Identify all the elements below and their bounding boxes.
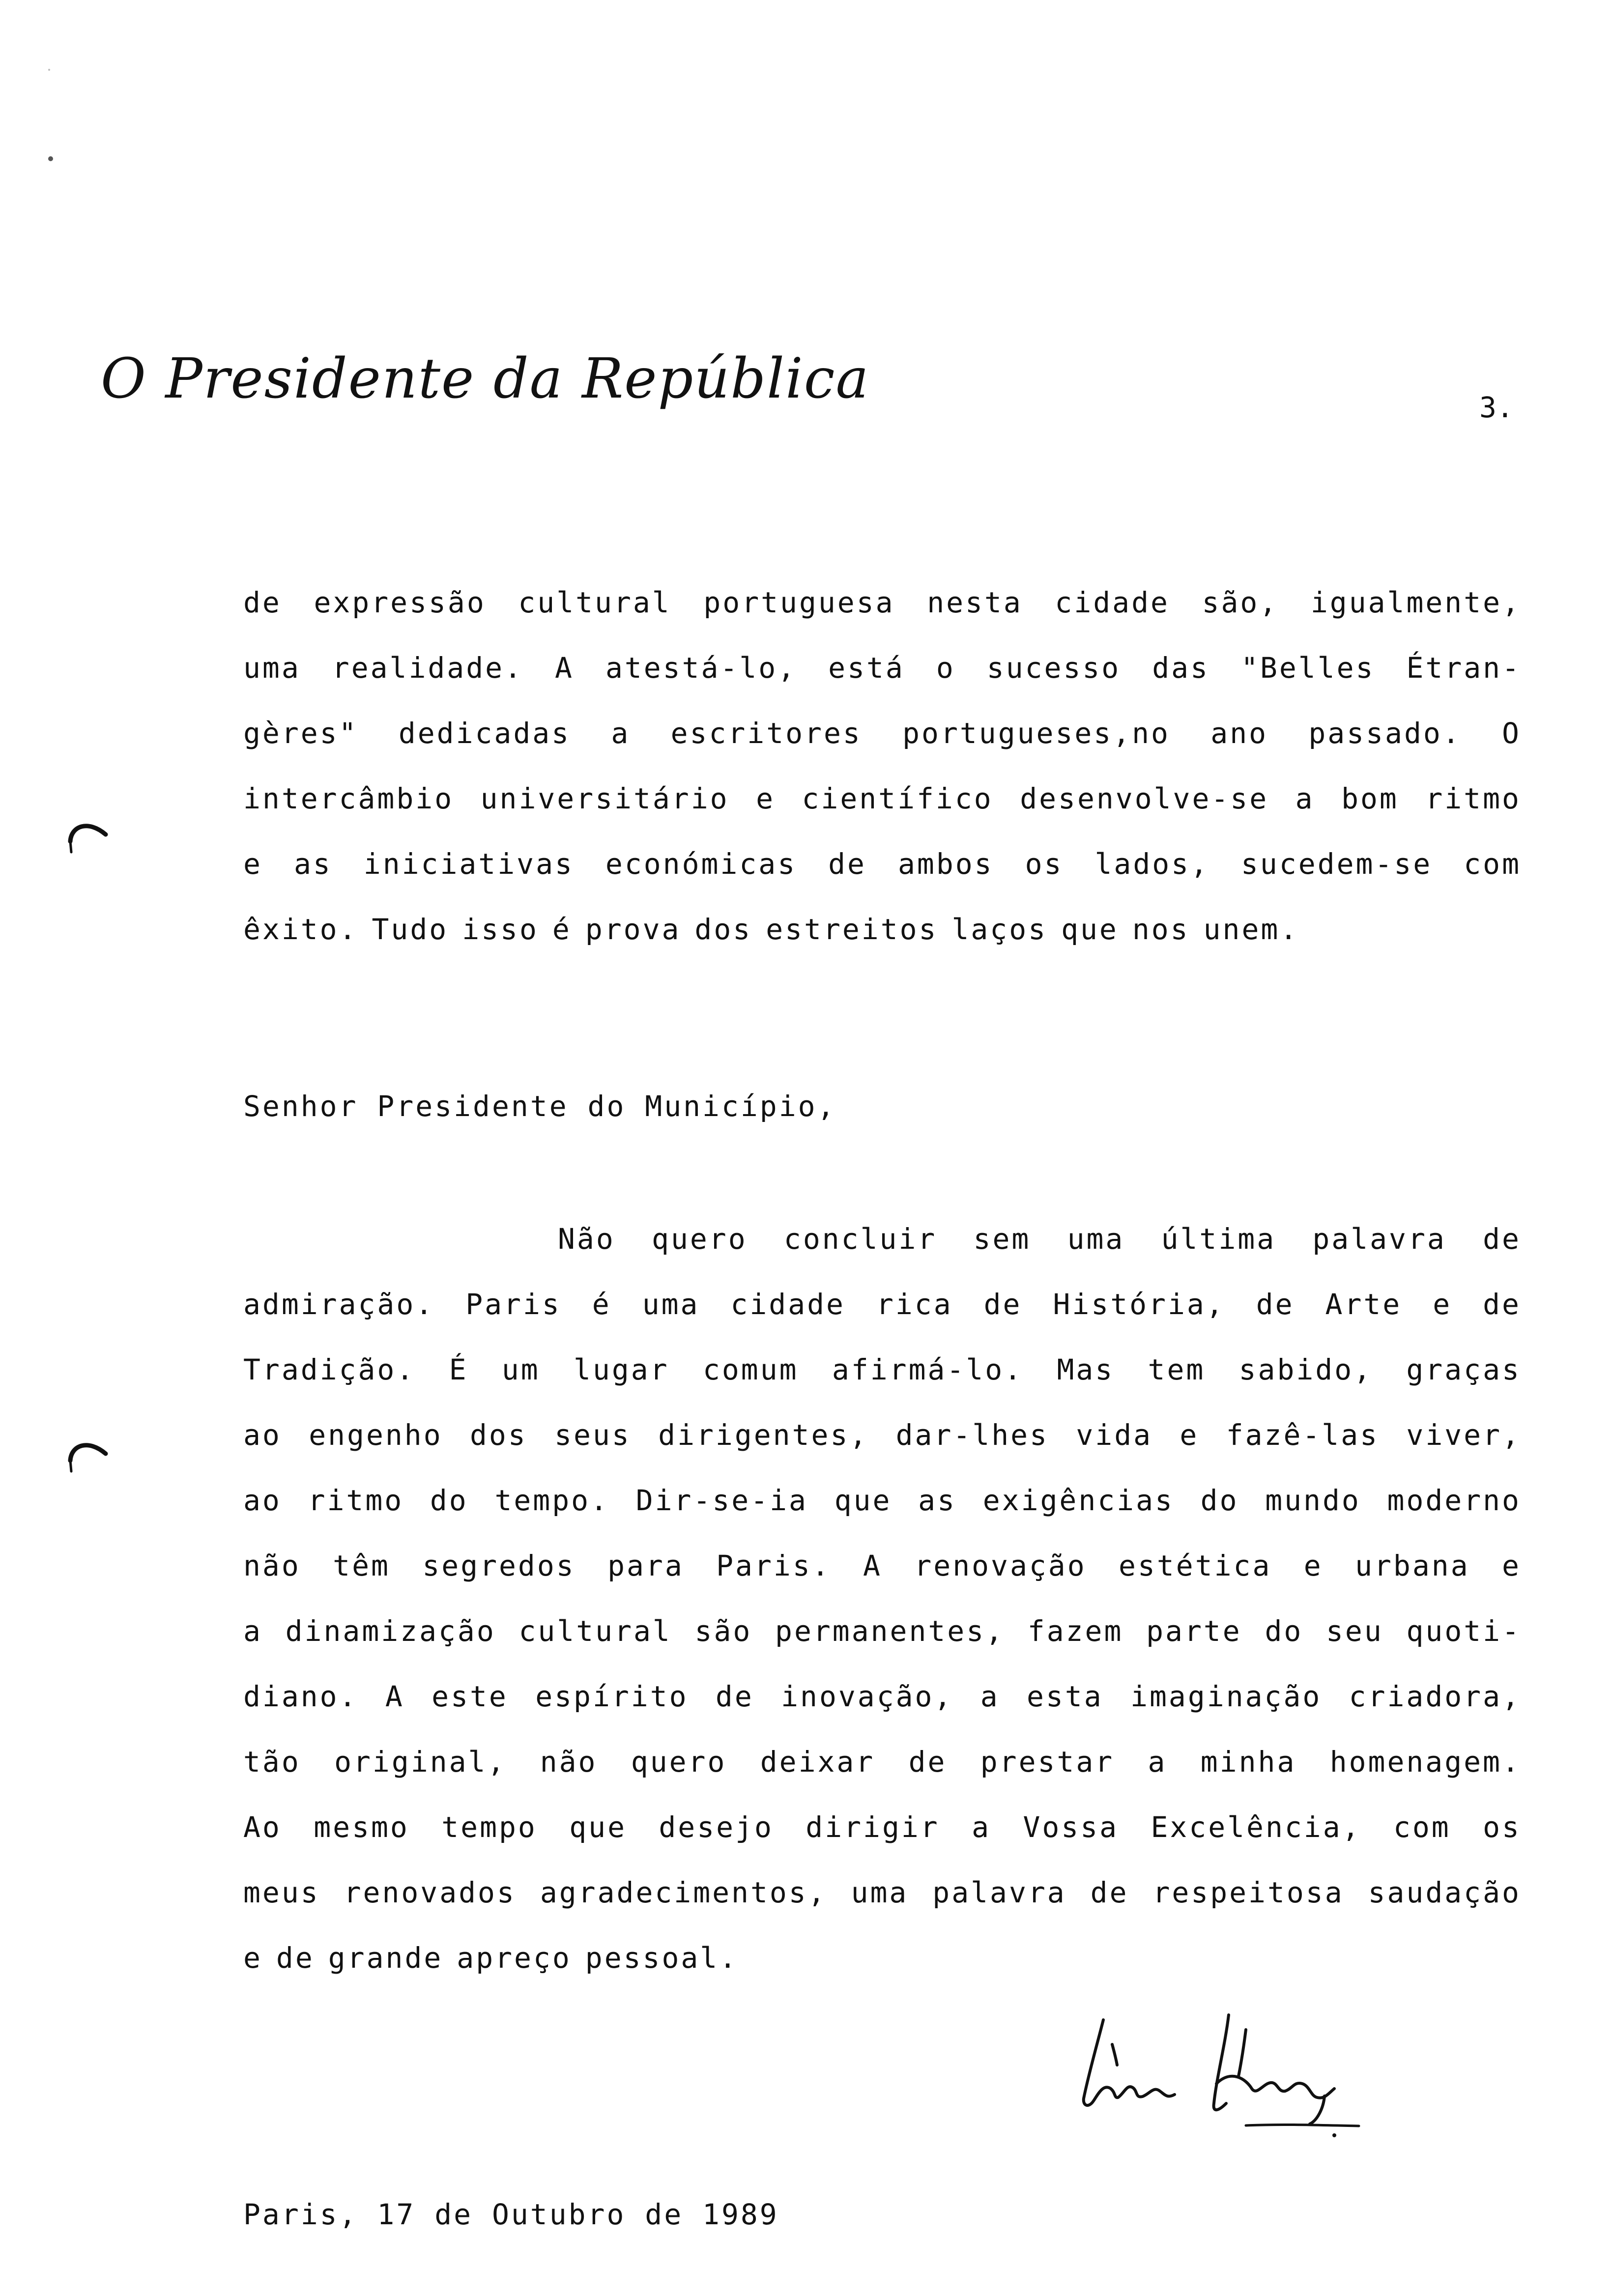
text-line (243, 1925, 1521, 1991)
word: estética (1119, 1549, 1272, 1582)
word: com (1393, 1810, 1451, 1844)
word: o (936, 651, 955, 685)
word: é (592, 1288, 611, 1321)
word: são (694, 1614, 752, 1648)
word: cidade (730, 1288, 845, 1321)
word: Mas (1057, 1353, 1115, 1386)
word: permanentes, (775, 1614, 1005, 1648)
word: ano (1210, 717, 1268, 750)
word: ao (243, 1484, 282, 1517)
scan-speck (48, 156, 53, 161)
word: Vossa (1023, 1810, 1119, 1844)
word: renovação (914, 1549, 1087, 1582)
word: passado. (1308, 717, 1462, 750)
word: A (385, 1680, 404, 1713)
word: iniciativas (363, 847, 574, 881)
word: tempo (441, 1810, 537, 1844)
word: de (276, 1941, 315, 1975)
word: das (1152, 651, 1210, 685)
word: para (607, 1549, 684, 1582)
word: palavra (932, 1876, 1066, 1909)
punch-hole-mark (66, 811, 111, 855)
handwritten-signature (1069, 2010, 1374, 2138)
word: uma (1067, 1222, 1125, 1256)
word: cultural (518, 1614, 672, 1648)
word: respeitosa (1152, 1876, 1344, 1909)
word: êxito. (243, 913, 358, 946)
word: do (1265, 1614, 1303, 1648)
word: ritmo (1425, 782, 1521, 815)
word: não (540, 1745, 598, 1779)
word: ao (243, 1418, 282, 1452)
word: dos (470, 1418, 527, 1452)
word: nesta (927, 586, 1023, 619)
word: que (569, 1810, 627, 1844)
word: uma (851, 1876, 909, 1909)
word: e (1303, 1549, 1323, 1582)
word: É (449, 1353, 468, 1386)
word: e (1180, 1418, 1199, 1452)
word: inovação, (781, 1680, 953, 1713)
salutation: Senhor Presidente do Município, (243, 1090, 836, 1123)
word: de (1090, 1876, 1129, 1909)
word: dirigir (806, 1810, 940, 1844)
word: Tudo (372, 913, 449, 946)
word: de (908, 1745, 947, 1779)
word: a (980, 1680, 1000, 1713)
word: bom (1341, 782, 1399, 815)
word: não (243, 1549, 301, 1582)
word: nos (1132, 913, 1190, 946)
word: os (1483, 1810, 1521, 1844)
word: cultural (518, 586, 671, 619)
text-line (243, 1403, 1521, 1468)
word: quero (652, 1222, 748, 1256)
word: palavra (1312, 1222, 1446, 1256)
text-line (243, 1599, 1521, 1664)
word: portugueses,no (902, 717, 1170, 750)
word: atestá-lo, (605, 651, 797, 685)
word: cidade (1055, 586, 1170, 619)
paragraph-1 (243, 570, 1521, 962)
word: viver, (1406, 1418, 1521, 1452)
text-line (243, 1533, 1521, 1599)
text-line (243, 1729, 1521, 1795)
word: seus (554, 1418, 631, 1452)
word: unem. (1203, 913, 1299, 946)
word: que (834, 1484, 892, 1517)
word: com (1464, 847, 1521, 881)
word: original, (334, 1745, 507, 1779)
word: agradecimentos, (540, 1876, 827, 1909)
word: é (552, 913, 572, 946)
paragraph-2 (243, 1206, 1521, 1991)
word: comum (702, 1353, 799, 1386)
word: Excelência, (1151, 1810, 1361, 1844)
word: deixar (760, 1745, 875, 1779)
word: Ao (243, 1810, 282, 1844)
word: exigências (982, 1484, 1174, 1517)
word: O (1502, 717, 1521, 750)
word: dinamização (285, 1614, 496, 1648)
word: História, (1053, 1288, 1225, 1321)
word: universitário (480, 782, 729, 815)
word: sem (973, 1222, 1031, 1256)
word: quoti- (1406, 1614, 1521, 1648)
word: de (1256, 1288, 1295, 1321)
word: "Belles (1241, 651, 1375, 685)
word: parte (1146, 1614, 1242, 1648)
word: do (1200, 1484, 1239, 1517)
word: admiração. (243, 1288, 435, 1321)
dateline: Paris, 17 de Outubro de 1989 (243, 2198, 779, 2231)
word: esta (1027, 1680, 1103, 1713)
word: lados, (1094, 847, 1209, 881)
word: do (430, 1484, 468, 1517)
word: seu (1326, 1614, 1383, 1648)
word: quero (631, 1745, 727, 1779)
word: afirmá-lo. (832, 1353, 1024, 1386)
word: estreitos (766, 913, 938, 946)
word: Arte (1325, 1288, 1402, 1321)
word: a (1295, 782, 1315, 815)
word: intercâmbio (243, 782, 454, 815)
word: expressão (314, 586, 486, 619)
word: a (1148, 1745, 1167, 1779)
word: homenagem. (1329, 1745, 1521, 1779)
word: graças (1406, 1353, 1521, 1386)
word: de (1483, 1288, 1521, 1321)
word: de (1483, 1222, 1521, 1256)
word: prestar (980, 1745, 1115, 1779)
word: Dir-se-ia (635, 1484, 808, 1517)
word: sucesso (986, 651, 1121, 685)
text-line (243, 1664, 1521, 1729)
text-line (243, 570, 1521, 635)
word: A (863, 1549, 882, 1582)
word: e (243, 847, 262, 881)
word: Étran- (1406, 651, 1521, 685)
word: Paris. (716, 1549, 831, 1582)
word: um (501, 1353, 540, 1386)
word: e (1502, 1549, 1521, 1582)
word: fazem (1027, 1614, 1123, 1648)
word: lugar (574, 1353, 669, 1386)
text-line (243, 1337, 1521, 1403)
page-number: 3. (1479, 391, 1514, 424)
scan-speck (48, 69, 50, 71)
word: uma (642, 1288, 700, 1321)
word: rica (876, 1288, 953, 1321)
word: dedicadas (398, 717, 571, 750)
word: pessoal. (585, 1941, 739, 1975)
word: dirigentes, (658, 1418, 869, 1452)
word: desejo (659, 1810, 774, 1844)
word: minha (1200, 1745, 1296, 1779)
word: escritores (670, 717, 862, 750)
word: mundo (1265, 1484, 1361, 1517)
text-line (243, 766, 1521, 832)
word: igualmente, (1310, 586, 1521, 619)
word: vida (1076, 1418, 1153, 1452)
word: está (828, 651, 905, 685)
word: diano. (243, 1680, 358, 1713)
word: dos (694, 913, 752, 946)
word: prova (585, 913, 681, 946)
word: uma (243, 651, 301, 685)
word: tempo. (494, 1484, 609, 1517)
word: de (715, 1680, 754, 1713)
word: Não (558, 1222, 615, 1256)
word: isso (462, 913, 539, 946)
word: têm (333, 1549, 390, 1582)
text-line (243, 1468, 1521, 1533)
word: meus (243, 1876, 320, 1909)
word: fazê-las (1226, 1418, 1380, 1452)
word: Tradição. (243, 1353, 416, 1386)
word: este (432, 1680, 508, 1713)
word: tem (1148, 1353, 1206, 1386)
word: de (983, 1288, 1022, 1321)
text-line (243, 1795, 1521, 1860)
text-line (243, 635, 1521, 701)
word: e (1433, 1288, 1452, 1321)
word: desenvolve-se (1020, 782, 1269, 815)
word: a (243, 1614, 262, 1648)
word: e (243, 1941, 262, 1975)
word: A (555, 651, 574, 685)
punch-hole-mark (66, 1430, 111, 1474)
word: a (611, 717, 631, 750)
word: Paris (465, 1288, 561, 1321)
text-line (243, 1860, 1521, 1925)
word: e (756, 782, 775, 815)
word: económicas (605, 847, 797, 881)
word: as (293, 847, 332, 881)
word: de (828, 847, 866, 881)
word: moderno (1387, 1484, 1521, 1517)
word: grande (328, 1941, 443, 1975)
text-line (243, 1206, 1521, 1272)
word: dar-lhes (895, 1418, 1049, 1452)
text-line (243, 832, 1521, 897)
word: a (972, 1810, 991, 1844)
word: realidade. (332, 651, 523, 685)
text-line (243, 897, 1521, 962)
word: científico (802, 782, 993, 815)
word: de (243, 586, 282, 619)
word: segredos (422, 1549, 576, 1582)
word: sabido, (1238, 1353, 1373, 1386)
word: última (1161, 1222, 1276, 1256)
word: são, (1202, 586, 1279, 619)
word: sucedem-se (1241, 847, 1433, 881)
word: laços (951, 913, 1048, 946)
word: criadora, (1349, 1680, 1521, 1713)
word: engenho (309, 1418, 443, 1452)
word: urbana (1355, 1549, 1470, 1582)
word: gères" (243, 717, 358, 750)
word: renovados (344, 1876, 516, 1909)
word: apreço (457, 1941, 572, 1975)
text-line (243, 1272, 1521, 1337)
word: tão (243, 1745, 301, 1779)
word: saudação (1368, 1876, 1521, 1909)
word: mesmo (314, 1810, 409, 1844)
word: ritmo (308, 1484, 404, 1517)
word: espírito (535, 1680, 689, 1713)
word: imaginação (1130, 1680, 1322, 1713)
word: as (918, 1484, 957, 1517)
word: os (1025, 847, 1064, 881)
word: portuguesa (703, 586, 895, 619)
letterhead: O Presidente da República (101, 347, 870, 411)
word: que (1061, 913, 1119, 946)
word: concluir (783, 1222, 937, 1256)
text-line (243, 701, 1521, 766)
word: ambos (898, 847, 994, 881)
